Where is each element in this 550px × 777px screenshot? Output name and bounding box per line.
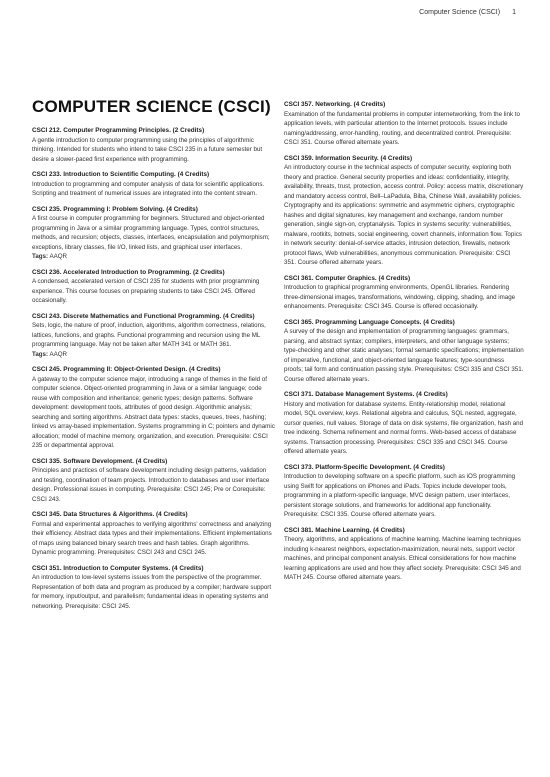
course-entry xyxy=(32,268,275,306)
course-title: CSCI 361. Computer Graphics. (4 Credits) xyxy=(284,274,411,282)
course-entry xyxy=(284,100,524,148)
course-tags xyxy=(32,350,275,360)
tags-label: Tags: xyxy=(32,350,49,358)
course-description: An introduction to low-level systems issues from the perspective of the programmer. Representation of both data and program as produced by a compiler; hardware support for memory, input/output, and parallelism; fundamental ideas in operating systems and networking. Prerequisite: CSCI 245. xyxy=(32,574,272,610)
course-entry xyxy=(32,457,275,505)
course-description: Formal and experimental approaches to verifying algorithms' correctness and analyzing their efficiency. Abstract data types and their implementations. Efficient implementations of maps using balanced binary search trees and hash tables. Graph algorithms. Dynamic programming. Prerequisites: CSCI 243 and CSCI 245. xyxy=(32,520,272,556)
course-description: Principles and practices of software development including design patterns, validation and testing, coordination of team projects. Introduction to databases and user interface design. Professional issues in computing. Prerequisite: CSCI 245; Pre or Corequisite: CSCI 243. xyxy=(32,467,270,503)
course-title: CSCI 359. Information Security. (4 Credits) xyxy=(284,154,413,162)
course-title: CSCI 371. Database Management Systems. (4 Credits) xyxy=(284,391,448,398)
course-entry xyxy=(284,526,524,583)
course-title: CSCI 335. Software Development. (4 Credits) xyxy=(32,457,168,465)
right-column xyxy=(284,100,524,589)
course-title: CSCI 357. Networking. (4 Credits) xyxy=(284,101,386,108)
running-title: Computer Science (CSCI) xyxy=(419,9,501,16)
tags-value: AAQR xyxy=(49,350,67,358)
course-entry xyxy=(284,154,524,268)
running-header xyxy=(419,9,516,16)
course-description: A condensed, accelerated version of CSCI 235 for students with prior programming experience. This course focuses on preparing students to take CSCI 245. Offered occasionally. xyxy=(32,278,260,304)
course-entry xyxy=(32,312,275,360)
course-tags xyxy=(32,252,275,262)
course-title: CSCI 381. Machine Learning. (4 Credits) xyxy=(284,526,405,534)
course-description: A first course in computer programming for beginners. Structured and object-oriented programming in Java or a similar programming language. Types, control structures, methods, and recursion; objects, classes, interfaces, encapsulation and polymorphism; exceptions, library classes, file I/O, linked lists, and graphical user interfaces. xyxy=(32,215,270,251)
course-description: An introductory course in the technical aspects of computer security, exploring both theory and practice. General security properties and ideas: confidentiality, integrity, availability, threats, trust, protection, access control. Policy: access matrix, discretionary and mandatory access control, Bell–LaPadula, Biba, Chinese Wall, availability policies. Cryptography and its applications: symmetric and asymmetric ciphers, cryptographic hashes and digital signatures, key management and exchange, random number generation, single sign-on, cryptanalysis. Topics in systems security: vulnerabilities, malware, rootkits, botnets, social engineering, covert channels, information flow. Topics in network security: denial-of-service attacks, intrusion detection, firewalls, network protocol flaws, Web vulnerabilities, anonymous communication. Prerequisite: CSCI 351. Course offered alternate years. xyxy=(284,164,524,266)
course-entry xyxy=(284,318,524,385)
tags-value: AAQR xyxy=(49,253,67,260)
course-title: CSCI 245. Programming II: Object-Oriented Design. (4 Credits) xyxy=(32,366,221,373)
course-entry xyxy=(32,564,275,612)
course-entry xyxy=(32,510,275,558)
page-number: 1 xyxy=(512,9,516,16)
course-title: CSCI 373. Platform-Specific Development. (4 Credits) xyxy=(284,463,445,471)
course-title: CSCI 365. Programming Language Concepts. (4 Credits) xyxy=(284,318,455,326)
course-entry xyxy=(32,170,275,199)
course-entry xyxy=(284,274,524,312)
course-entry xyxy=(284,463,524,520)
course-description: History and motivation for database systems. Entity-relationship model, relational model, SQL overview, keys. Relational algebra and calculus, SQL nested, aggregate, cursor queries, null values. Storage of data on disk systems, file organization, hash and tree indexing. Schema refinement and normal forms. Web-based access of database systems. Transaction processing. Prerequisites: CSCI 335 and CSCI 345. Course offered alternate years. xyxy=(284,400,524,455)
page-title: COMPUTER SCIENCE (CSCI) xyxy=(32,97,271,116)
tags-label: Tags: xyxy=(32,253,49,260)
course-title: CSCI 345. Data Structures & Algorithms. (4 Credits) xyxy=(32,511,188,518)
course-title: CSCI 212. Computer Programming Principles. (2 Credits) xyxy=(32,127,205,134)
course-description: Examination of the fundamental problems in computer internetworking, from the link to application levels, with particular attention to the Internet protocols. Issues include naming/addressing, error-handling, routing, and decentralized control. Prerequisite: CSCI 351. Course offered alternate years. xyxy=(284,110,520,146)
course-title: CSCI 235. Programming I: Problem Solving. (4 Credits) xyxy=(32,205,198,213)
course-title: CSCI 236. Accelerated Introduction to Programming. (2 Credits) xyxy=(32,268,225,276)
course-title: CSCI 351. Introduction to Computer Systems. (4 Credits) xyxy=(32,564,204,572)
course-title: CSCI 243. Discrete Mathematics and Functional Programming. (4 Credits) xyxy=(32,312,255,320)
course-description: Theory, algorithms, and applications of machine learning. Machine learning techniques including k-nearest neighbors, expectation-maximization, neural nets, support vector machines, and principal component analysis. Ethical considerations for how machine learning applications are used and how they affect society. Prerequisite: CSCI 345 and MATH 245. Course offered alternate years. xyxy=(284,536,521,581)
course-entry xyxy=(32,365,275,451)
course-description: A gentle introduction to computer programming using the principles of algorithmic thinking. Intended for students who intend to take CSCI 235 in a future semester but desire a slower-paced first experience with programming. xyxy=(32,136,263,163)
left-column xyxy=(32,126,275,617)
course-description: A survey of the design and implementation of programming languages: grammars, parsing, and abstract syntax; compilers, interpreters, and other language systems; type-checking and other static analyses; formal semantic specifications; implementation of imperative, functional, and object-oriented language features; type-soundness proofs; tail form and continuation passing style. Prerequisites: CSCI 335 and CSCI 351. Course offered alternate years. xyxy=(284,328,524,383)
course-description: A gateway to the computer science major, introducing a range of themes in the field of computer science. Object-oriented programming in Java or a similar language; code reuse with composition and inheritance; generic types; design patterns. Software development: development tools, attributes of good design. Algorithmic analysis; searching and sorting algorithms. Abstract data types: stacks, queues, trees, hashing; linked vs array-based implementation. Systems programming in C; pointers and dynamic allocation; model of machine memory, organization, and execution. Prerequisite: CSCI 235 or departmental approval. xyxy=(32,375,275,449)
course-description: Introduction to developing software on a specific platform, such as iOS programming using Swift for applications on iPhones and iPads. Topics include developer tools, programming in a platform-specific language, MVC design pattern, user interfaces, persistent storage solutions, and frameworks for additional app functionality. Prerequisite: CSCI 335. Course offered alternate years. xyxy=(284,473,516,518)
course-description: Introduction to graphical programming environments, OpenGL libraries. Rendering three-dimensional images, transformations, windowing, clipping, shading, and image enhancements. Prerequisite: CSCI 345. Course is offered occasionally. xyxy=(284,284,516,310)
course-description: Sets, logic, the nature of proof, induction, algorithms, algorithm correctness, relations, lattices, functions, and graphs. Functional programming and recursion using the ML programming language. May not be taken after MATH 341 or MATH 361. xyxy=(32,322,266,348)
course-entry xyxy=(284,390,524,457)
course-entry xyxy=(32,205,275,262)
course-title: CSCI 233. Introduction to Scientific Computing. (4 Credits) xyxy=(32,171,210,178)
course-entry xyxy=(32,126,275,164)
course-description: Introduction to programming and computer analysis of data for scientific applications. Scripting and treatment of numerical issues are integrated into the content stream. xyxy=(32,180,265,197)
